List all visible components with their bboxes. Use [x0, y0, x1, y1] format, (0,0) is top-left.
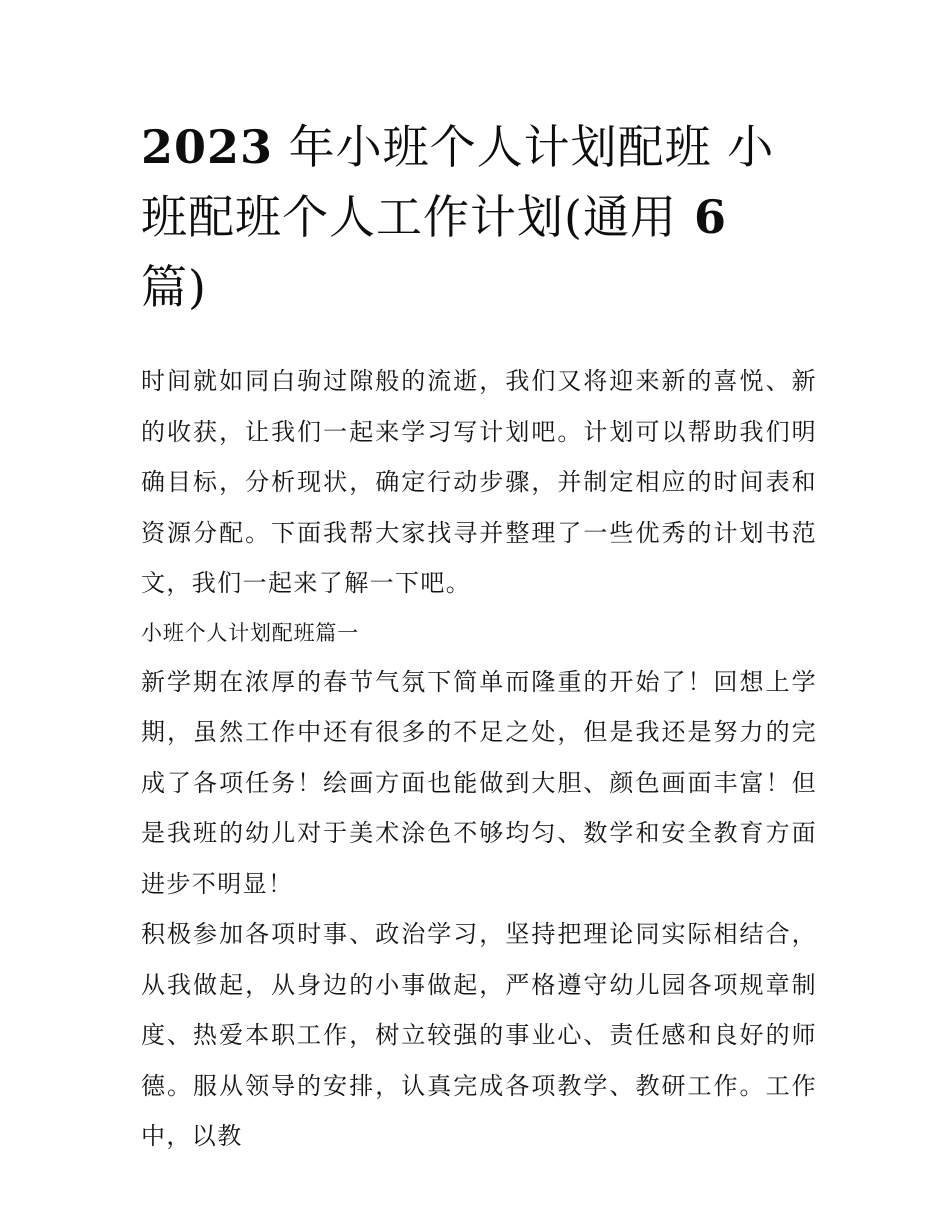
title-text: 年小班个人计划配班 小班配班个人工作计划(通用 — [141, 120, 775, 244]
body-paragraph-1: 新学期在浓厚的春节气氛下简单而隆重的开始了！回想上学期，虽然工作中还有很多的不足之处，但是我还是努力的完成了各项任务！绘画方面也能做到大胆、颜色画面丰富！但是我班的幼儿对于美术涂色不够均匀、数学和安全教育方面进步不明显！ — [141, 667, 817, 898]
intro-paragraph: 时间就如同白驹过隙般的流逝，我们又将迎来新的喜悦、新的收获，让我们一起来学习写计划吧。计划可以帮助我们明确目标，分析现状，确定行动步骤，并制定相应的时间表和资源分配。下面我帮大家找寻并整理了一些优秀的计划书范文，我们一起来了解一下吧。 — [141, 367, 817, 597]
document-title — [141, 112, 781, 322]
section-heading: 小班个人计划配班篇一 — [141, 620, 359, 645]
title-end: 篇) — [141, 260, 207, 314]
document-body — [141, 356, 817, 1162]
body-paragraph-2: 积极参加各项时事、政治学习，坚持把理论同实际相结合，从我做起，从身边的小事做起，严格遵守幼儿园各项规章制度、热爱本职工作，树立较强的事业心、责任感和良好的师德。服从领导的安排，认真完成各项教学、教研工作。工作中，以教 — [141, 920, 817, 1150]
title-year: 2023 — [141, 120, 274, 174]
title-count: 6 — [676, 190, 727, 244]
